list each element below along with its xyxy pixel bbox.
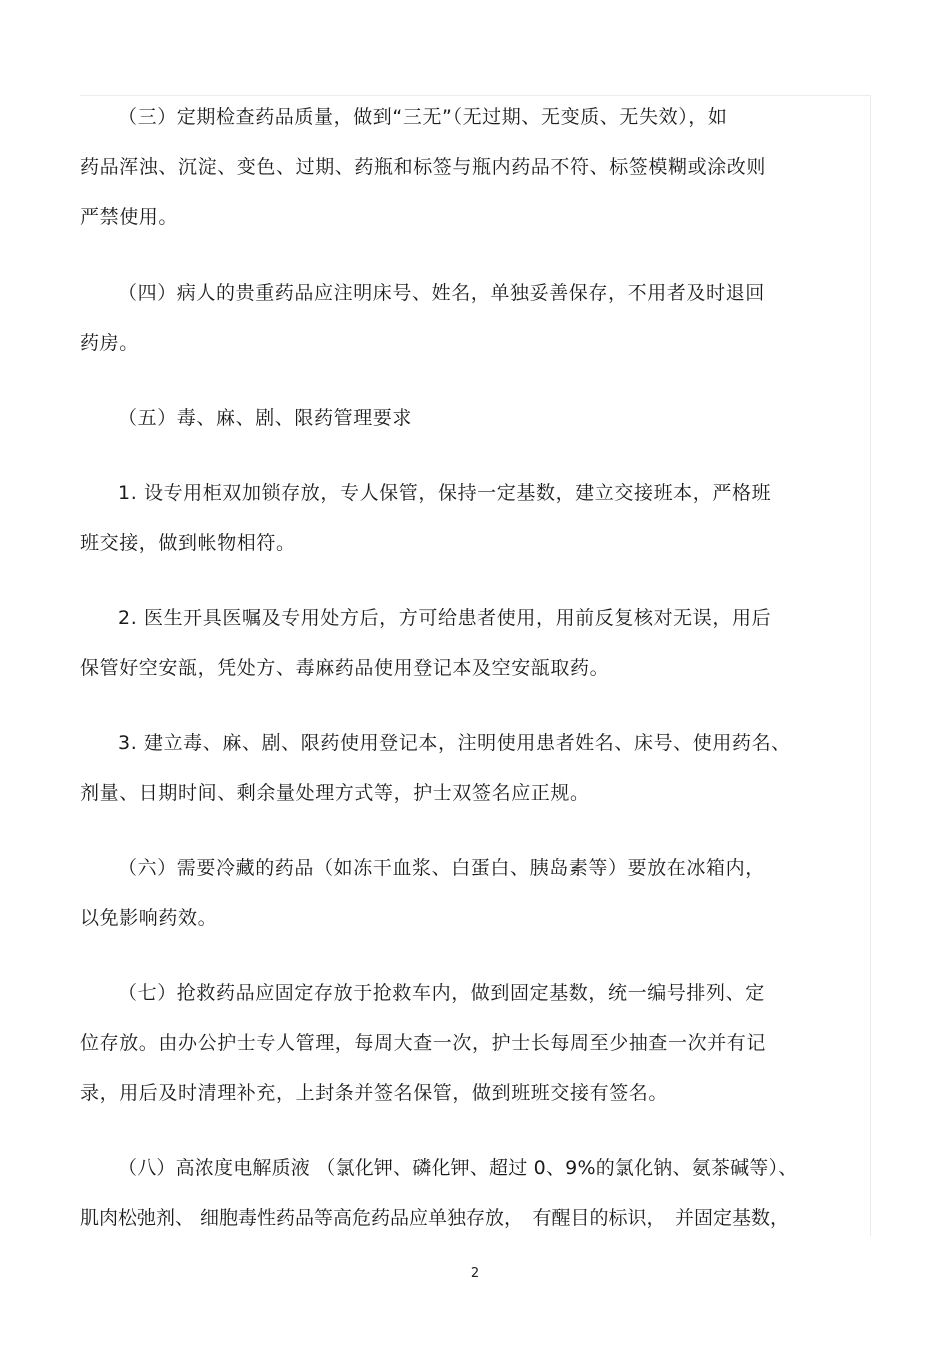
paragraph-line: （七）抢救药品应固定存放于抢救车内，做到固定基数，统一编号排列、定 — [118, 982, 765, 1004]
paragraph-line: 班交接，做到帐物相符。 — [80, 532, 296, 554]
paragraph-line: （四）病人的贵重药品应注明床号、姓名，单独妥善保存，不用者及时退回 — [118, 282, 765, 304]
paragraph-line: （三）定期检查药品质量，做到“三无”（无过期、无变质、无失效），如 — [118, 106, 728, 128]
paragraph-line: 保管好空安瓿，凭处方、毒麻药品使用登记本及空安瓿取药。 — [80, 657, 610, 679]
section-heading: （五）毒、麻、剧、限药管理要求 — [118, 407, 413, 429]
paragraph-line: 剂量、日期时间、剩余量处理方式等，护士双签名应正规。 — [80, 782, 590, 804]
paragraph-line: 药房。 — [80, 332, 139, 354]
paragraph-line: 以免影响药效。 — [80, 907, 218, 929]
paragraph-line: 2. 医生开具医嘱及专用处方后，方可给患者使用，用前反复核对无误，用后 — [118, 607, 772, 629]
paragraph-line: 肌肉松弛剂、 细胞毒性药品等高危药品应单独存放， 有醒目的标识， 并固定基数， — [80, 1207, 790, 1229]
paragraph-line: 严禁使用。 — [80, 206, 179, 228]
paragraph-line: 3. 建立毒、麻、剧、限药使用登记本，注明使用患者姓名、床号、使用药名、 — [118, 732, 791, 754]
paragraph-line: （八）高浓度电解质液 （氯化钾、磷化钾、超过 0、9%的氯化钠、氨茶碱等）、 — [118, 1157, 798, 1179]
paragraph-line: 录，用后及时清理补充，上封条并签名保管，做到班班交接有签名。 — [80, 1082, 669, 1104]
paragraph-line: （六）需要冷藏的药品（如冻干血浆、白蛋白、胰岛素等）要放在冰箱内， — [118, 857, 765, 879]
paragraph-line: 1. 设专用柜双加锁存放，专人保管，保持一定基数，建立交接班本，严格班 — [118, 482, 772, 504]
page-number: 2 — [470, 1266, 480, 1281]
paragraph-line: 药品浑浊、沉淀、变色、过期、药瓶和标签与瓶内药品不符、标签模糊或涂改则 — [80, 156, 767, 178]
paragraph-line: 位存放。由办公护士专人管理，每周大查一次，护士长每周至少抽查一次并有记 — [80, 1032, 767, 1054]
